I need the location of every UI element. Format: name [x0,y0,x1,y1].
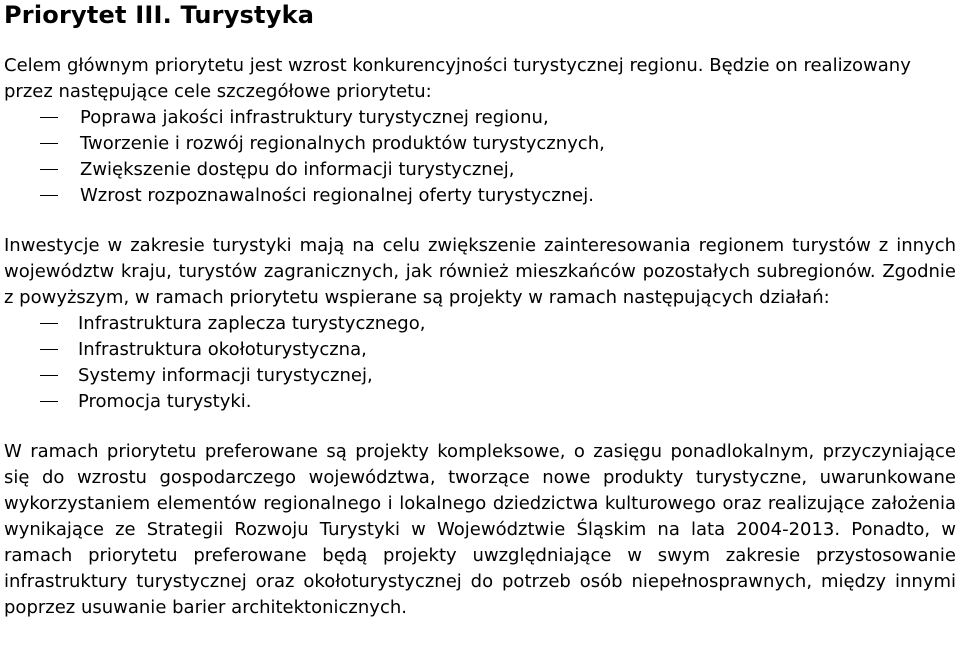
dash-bullet-icon [40,375,58,376]
list-item: Tworzenie i rozwój regionalnych produktów turystycznych, [4,131,956,157]
list-item: Poprawa jakości infrastruktury turystycznej regionu, [4,105,956,131]
list-item: Promocja turystyki. [4,389,956,415]
list-item: Zwiększenie dostępu do informacji turystycznej, [4,157,956,183]
page-title: Priorytet III. Turystyka [4,1,315,29]
dash-bullet-icon [40,169,58,170]
dash-bullet-icon [40,117,58,118]
dash-bullet-icon [40,349,58,350]
dash-bullet-icon [40,401,58,402]
goals-list [4,105,956,209]
investments-paragraph: Inwestycje w zakresie turystyki mają na celu zwiększenie zainteresowania regionem turystów z innych województw kraju, turystów zagranicznych, jak również mieszkańców pozostałych subregionów. Zgodnie z powyższym, w ramach priorytetu wspierane są projekty w ramach następujących działań: [4,235,956,308]
list-item: Infrastruktura zaplecza turystycznego, [4,311,956,337]
dash-bullet-icon [40,195,58,196]
preferences-paragraph: W ramach priorytetu preferowane są projekty kompleksowe, o zasięgu ponadlokalnym, przyczyniające się do wzrostu gospodarczego województwa, tworzące nowe produkty turystyczne, uwarunkowane wykorzystaniem elementów regionalnego i lokalnego dziedzictwa kulturowego oraz realizujące założenia wynikające ze Strategii Rozwoju Turystyki w Województwie Śląskim na lata 2004-2013. Ponadto, w ramach priorytetu preferowane będą projekty uwzględniające w swym zakresie przystosowanie infrastruktury turystycznej oraz okołoturystycznej do potrzeb osób niepełnosprawnych, między innymi poprzez usuwanie barier architektonicznych. [4,441,956,618]
list-item: Wzrost rozpoznawalności regionalnej oferty turystycznej. [4,183,956,209]
dash-bullet-icon [40,323,58,324]
dash-bullet-icon [40,143,58,144]
list-item: Systemy informacji turystycznej, [4,363,956,389]
actions-list [4,311,956,415]
document-page [4,0,956,621]
list-item: Infrastruktura okołoturystyczna, [4,337,956,363]
intro-paragraph: Celem głównym priorytetu jest wzrost konkurencyjności turystycznej regionu. Będzie on realizowany przez następujące cele szczegółowe priorytetu: [4,55,911,102]
